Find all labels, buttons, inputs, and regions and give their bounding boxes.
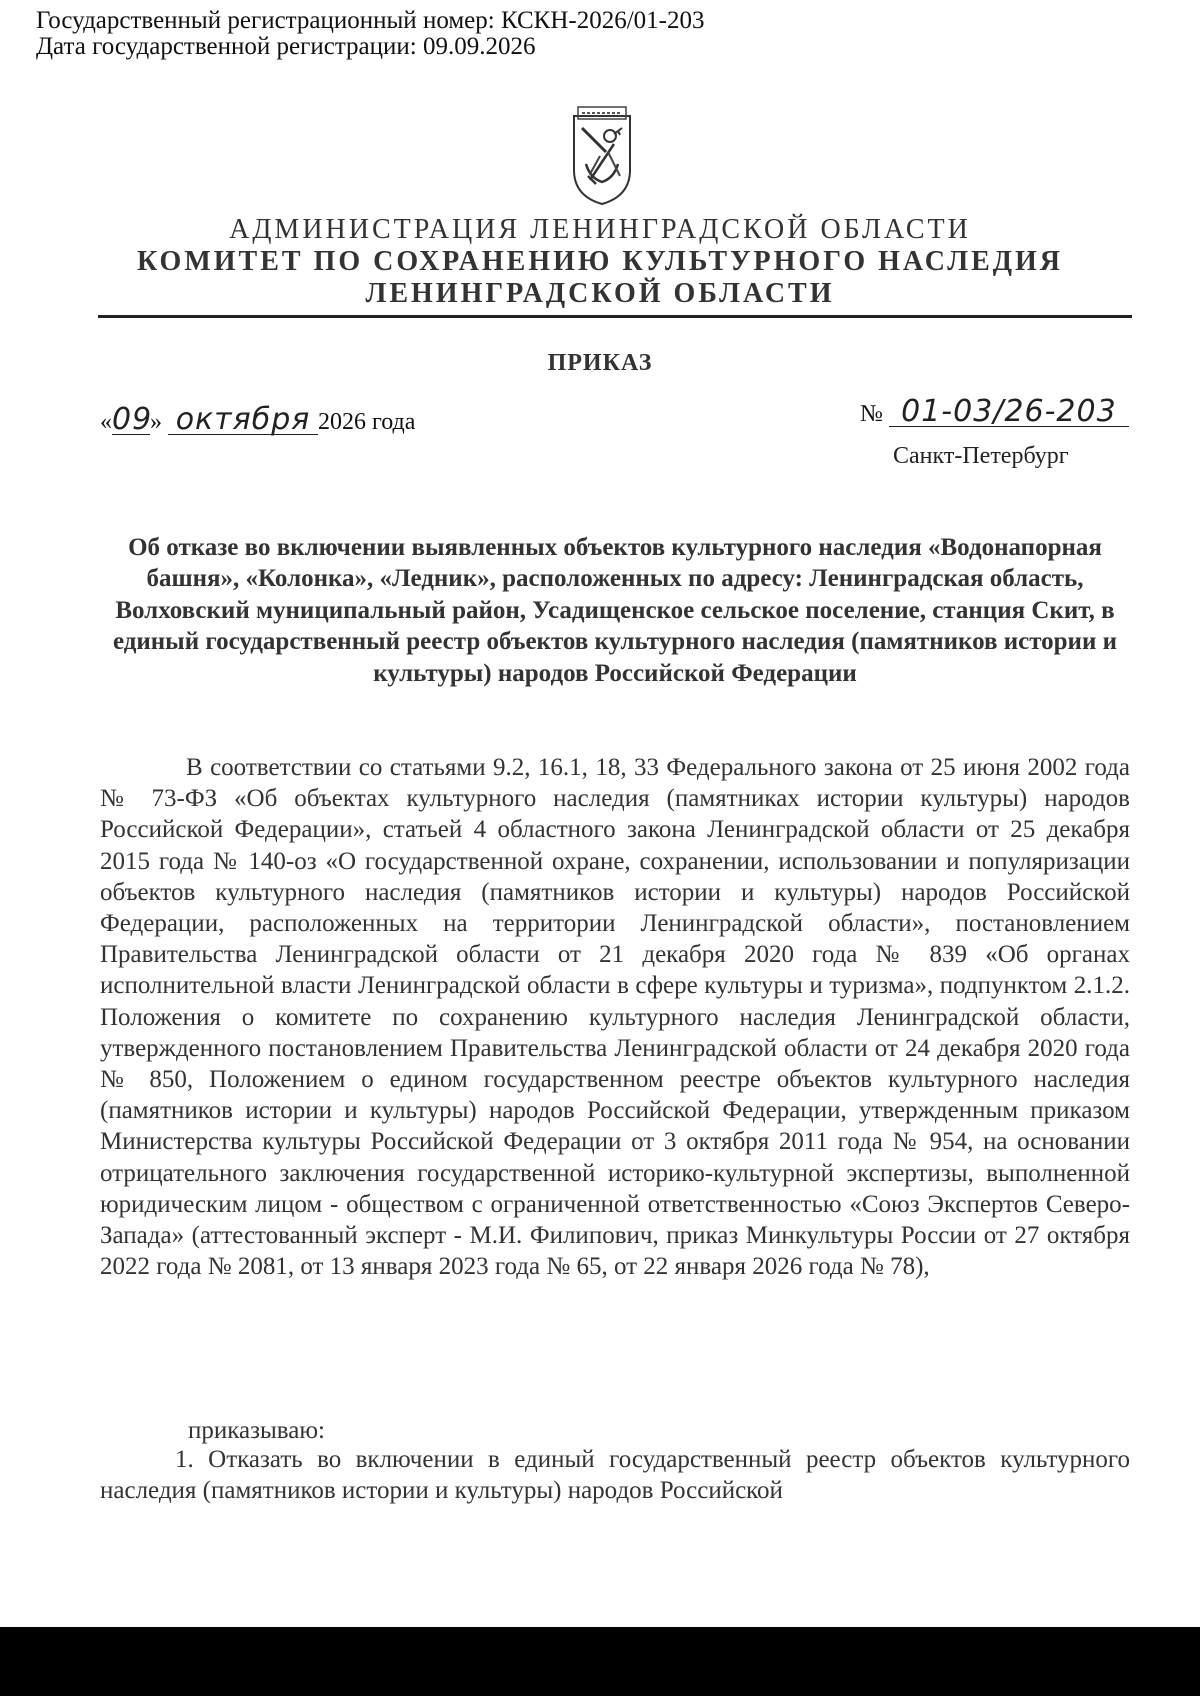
date-year: 2026 года	[318, 409, 416, 435]
order-number-value: 01-03/26-203	[889, 398, 1129, 427]
registration-number: Государственный регистрационный номер: КСКН-2026/01-203	[36, 7, 705, 34]
header-administration: АДМИНИСТРАЦИЯ ЛЕНИНГРАДСКОЙ ОБЛАСТИ	[229, 214, 971, 245]
header-rule	[98, 315, 1132, 318]
date-day: 09	[112, 402, 153, 437]
header-region: ЛЕНИНГРАДСКОЙ ОБЛАСТИ	[365, 278, 835, 309]
order-word: приказываю:	[188, 1417, 325, 1444]
date-open-quote: «	[100, 409, 112, 435]
order-title: Об отказе во включении выявленных объектов культурного наследия «Водонапорная башня», «Колонка», «Ледник», расположенных по адресу: Ленинградская область, Волховский муниципальный район, Усадищенское сельское поселение, станция Скит, в единый государственный реестр объектов культурного наследия (памятников истории и культуры) народов Российской Федерации	[112, 534, 1118, 687]
order-date	[100, 402, 416, 440]
date-month: октября	[168, 406, 318, 435]
document-type: ПРИКАЗ	[547, 350, 653, 376]
order-item-1: 1. Отказать во включении в единый государственный реестр объектов культурного наследия (памятников истории и культуры) народов Российской	[100, 1446, 1130, 1505]
city: Санкт-Петербург	[893, 443, 1069, 469]
date-close-quote: »	[150, 409, 162, 435]
header-committee: КОМИТЕТ ПО СОХРАНЕНИЮ КУЛЬТУРНОГО НАСЛЕДИЯ	[136, 246, 1064, 277]
registration-date: Дата государственной регистрации: 09.09.2026	[36, 33, 536, 60]
preamble-text: В соответствии со статьями 9.2, 16.1, 18, 33 Федерального закона от 25 июня 2002 года № 73-ФЗ «Об объектах культурного наследия (памятниках истории культуры) народов Российской Федерации», статьей 4 областного закона Ленинградской области от 25 декабря 2015 года № 140-оз «О государственной охране, сохранении, использовании и популяризации объектов культурного наследия (памятников истории и культуры) народов Российской Федерации, расположенных на территории Ленинградской области», постановлением Правительства Ленинградской области от 21 декабря 2020 года № 839 «Об органах исполнительной власти Ленинградской области в сфере культуры и туризма», подпунктом 2.1.2. Положения о комитете по сохранению культурного наследия Ленинградской области, утвержденного постановлением Правительства Ленинградской области от 24 декабря 2020 года № 850, Положением о едином государственном реестре объектов культурного наследия (памятников истории и культуры) народов Российской Федерации, утвержденным приказом Министерства культуры Российской Федерации от 3 октября 2011 года № 954, на основании отрицательного заключения государственной историко-культурной экспертизы, выполненной юридическим лицом - обществом с ограниченной ответственностью «Союз Экспертов Северо-Запада» (аттестованный эксперт - М.И. Филипович, приказ Минкультуры России от 27 октября 2022 года № 2081, от 13 января 2023 года № 65, от 22 января 2026 года № 78),	[100, 754, 1130, 1281]
order-number	[860, 394, 1129, 429]
coat-of-arms-emblem	[570, 104, 634, 208]
preamble	[100, 752, 1130, 1282]
order-number-label: №	[860, 401, 883, 427]
